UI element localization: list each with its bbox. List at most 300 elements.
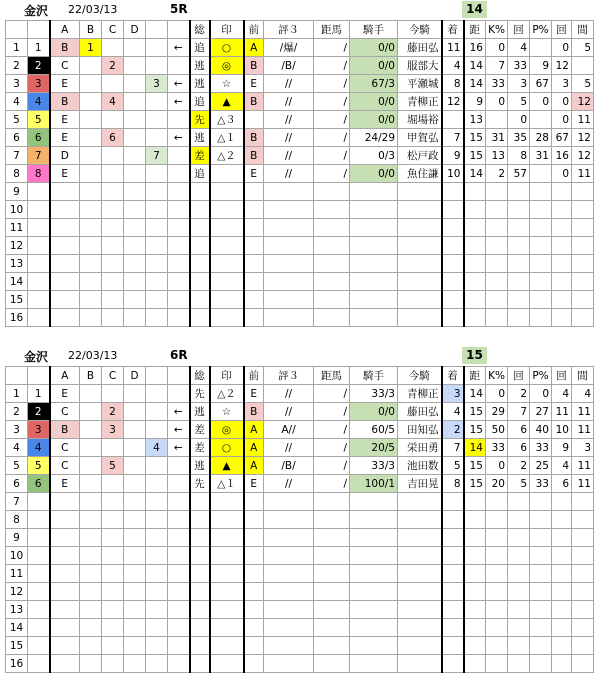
count-2-cell: 10 — [552, 421, 572, 439]
post-number: 2 — [28, 403, 50, 421]
rank-d-cell — [146, 421, 168, 439]
table-row[interactable] — [6, 475, 594, 493]
column-header: P% — [530, 21, 552, 39]
count-2-cell: 16 — [552, 147, 572, 165]
distance-horse-cell: / — [314, 403, 350, 421]
table-row[interactable] — [6, 421, 594, 439]
count-2-cell: 0 — [552, 165, 572, 183]
empty-cell — [530, 201, 552, 219]
empty-cell — [102, 655, 124, 673]
table-row[interactable] — [6, 309, 594, 327]
arrow-cell: ← — [168, 129, 190, 147]
interval-cell: 11 — [572, 111, 594, 129]
table-row[interactable] — [6, 201, 594, 219]
empty-cell — [398, 201, 442, 219]
table-row[interactable] — [6, 529, 594, 547]
empty-cell — [486, 529, 508, 547]
empty-cell — [210, 183, 244, 201]
mark-cell[interactable]: ▲ — [210, 93, 244, 111]
rank-d-spacer — [124, 75, 146, 93]
row-number: 2 — [6, 403, 28, 421]
eval-cell: /爆/ — [264, 39, 314, 57]
empty-cell — [80, 309, 102, 327]
column-header: 評３ — [264, 367, 314, 385]
row-number: 15 — [6, 291, 28, 309]
eval-cell: // — [264, 475, 314, 493]
style-cell: 差 — [190, 439, 210, 457]
rank-c-cell: 2 — [102, 403, 124, 421]
mark-cell[interactable]: ◎ — [210, 421, 244, 439]
row-number: 15 — [6, 637, 28, 655]
empty-cell — [530, 493, 552, 511]
post-number: 6 — [28, 475, 50, 493]
empty-cell — [572, 291, 594, 309]
mark-cell[interactable]: △３ — [210, 111, 244, 129]
style-cell: 逃 — [190, 129, 210, 147]
interval-cell: 12 — [572, 93, 594, 111]
empty-cell — [572, 601, 594, 619]
finish-cell: 3 — [442, 385, 464, 403]
eval-cell: // — [264, 93, 314, 111]
empty-cell — [350, 183, 398, 201]
table-row[interactable] — [6, 75, 594, 93]
empty-cell — [124, 219, 146, 237]
arrow-cell — [168, 147, 190, 165]
empty-cell — [244, 619, 264, 637]
current-jockey-cell: 松戸政 — [398, 147, 442, 165]
empty-cell — [146, 309, 168, 327]
arrow-cell: ← — [168, 75, 190, 93]
empty-cell — [168, 309, 190, 327]
empty-cell — [314, 255, 350, 273]
empty-cell — [572, 183, 594, 201]
empty-cell — [398, 255, 442, 273]
empty-cell — [572, 493, 594, 511]
p-percent-cell: 9 — [530, 57, 552, 75]
distance-horse-cell: / — [314, 475, 350, 493]
jockey-record-cell: 0/0 — [350, 111, 398, 129]
rank-c-cell — [102, 475, 124, 493]
empty-cell — [442, 547, 464, 565]
empty-cell — [28, 291, 50, 309]
arrow-cell: ← — [168, 421, 190, 439]
style-cell: 先 — [190, 111, 210, 129]
empty-cell — [244, 601, 264, 619]
table-row[interactable] — [6, 457, 594, 475]
empty-cell — [398, 565, 442, 583]
empty-cell — [146, 255, 168, 273]
empty-cell — [442, 237, 464, 255]
eval-cell: // — [264, 111, 314, 129]
jockey-record-cell: 33/3 — [350, 457, 398, 475]
empty-cell — [80, 565, 102, 583]
rank-c-cell — [102, 385, 124, 403]
venue-label: 金沢 — [24, 350, 49, 364]
current-jockey-cell: 藤田弘 — [398, 403, 442, 421]
empty-cell — [244, 583, 264, 601]
mark-cell[interactable]: ○ — [210, 439, 244, 457]
rank-a-cell: E — [50, 385, 80, 403]
empty-cell — [190, 565, 210, 583]
empty-cell — [442, 255, 464, 273]
empty-cell — [244, 201, 264, 219]
empty-cell — [508, 637, 530, 655]
row-number: 10 — [6, 547, 28, 565]
rank-d-cell — [146, 57, 168, 75]
empty-cell — [168, 619, 190, 637]
empty-cell — [146, 273, 168, 291]
column-header — [28, 21, 50, 39]
empty-cell — [50, 619, 80, 637]
empty-cell — [244, 219, 264, 237]
column-header: 間 — [572, 21, 594, 39]
finish-cell: 2 — [442, 421, 464, 439]
empty-cell — [530, 547, 552, 565]
empty-cell — [464, 255, 486, 273]
table-row[interactable] — [6, 403, 594, 421]
empty-cell — [552, 511, 572, 529]
empty-cell — [314, 309, 350, 327]
current-jockey-cell: 甲賀弘 — [398, 129, 442, 147]
table-row[interactable] — [6, 291, 594, 309]
p-percent-cell: 28 — [530, 129, 552, 147]
column-header: 騎手 — [350, 367, 398, 385]
empty-cell — [508, 619, 530, 637]
field-size-badge: 15 — [462, 347, 487, 364]
empty-cell — [486, 309, 508, 327]
count-2-cell: 9 — [552, 439, 572, 457]
mark-cell[interactable]: △１ — [210, 475, 244, 493]
empty-cell — [398, 637, 442, 655]
empty-cell — [442, 601, 464, 619]
empty-cell — [350, 601, 398, 619]
jockey-record-cell: 0/0 — [350, 165, 398, 183]
jockey-record-cell: 60/5 — [350, 421, 398, 439]
eval-cell: // — [264, 75, 314, 93]
table-row[interactable] — [6, 255, 594, 273]
jockey-record-cell: 0/3 — [350, 147, 398, 165]
distance-cell: 15 — [464, 475, 486, 493]
finish-cell: 9 — [442, 147, 464, 165]
rank-d-spacer — [124, 165, 146, 183]
empty-cell — [28, 619, 50, 637]
empty-cell — [464, 183, 486, 201]
column-header: A — [50, 367, 80, 385]
table-row[interactable] — [6, 637, 594, 655]
empty-cell — [210, 619, 244, 637]
empty-cell — [50, 183, 80, 201]
empty-cell — [264, 619, 314, 637]
style-cell: 差 — [190, 147, 210, 165]
distance-horse-cell: / — [314, 147, 350, 165]
row-number: 3 — [6, 421, 28, 439]
rank-d-spacer — [124, 385, 146, 403]
row-number: 7 — [6, 147, 28, 165]
post-number: 3 — [28, 421, 50, 439]
rank-a-cell: C — [50, 403, 80, 421]
distance-horse-cell: / — [314, 57, 350, 75]
row-number: 9 — [6, 529, 28, 547]
front-cell: E — [244, 165, 264, 183]
rank-d-cell: 3 — [146, 75, 168, 93]
table-row[interactable] — [6, 439, 594, 457]
interval-cell: 12 — [572, 129, 594, 147]
arrow-cell — [168, 457, 190, 475]
finish-cell: 4 — [442, 57, 464, 75]
empty-cell — [350, 291, 398, 309]
count-2-cell: 12 — [552, 57, 572, 75]
empty-cell — [210, 201, 244, 219]
rank-d-cell — [146, 457, 168, 475]
table-row[interactable] — [6, 619, 594, 637]
empty-cell — [314, 493, 350, 511]
rank-d-spacer — [124, 421, 146, 439]
empty-cell — [102, 619, 124, 637]
empty-cell — [442, 273, 464, 291]
empty-cell — [50, 565, 80, 583]
p-percent-cell: 67 — [530, 75, 552, 93]
empty-cell — [464, 601, 486, 619]
empty-cell — [572, 619, 594, 637]
count-2-cell: 67 — [552, 129, 572, 147]
table-row[interactable] — [6, 111, 594, 129]
empty-cell — [464, 201, 486, 219]
p-percent-cell: 25 — [530, 457, 552, 475]
style-cell: 先 — [190, 475, 210, 493]
arrow-cell — [168, 165, 190, 183]
empty-cell — [552, 619, 572, 637]
empty-cell — [146, 219, 168, 237]
empty-cell — [464, 309, 486, 327]
empty-cell — [264, 511, 314, 529]
empty-cell — [314, 291, 350, 309]
finish-cell — [442, 111, 464, 129]
empty-cell — [190, 493, 210, 511]
empty-cell — [28, 255, 50, 273]
front-cell: B — [244, 403, 264, 421]
empty-cell — [508, 309, 530, 327]
count-1-cell: 6 — [508, 439, 530, 457]
k-percent-cell: 0 — [486, 39, 508, 57]
empty-cell — [50, 201, 80, 219]
table-row[interactable] — [6, 655, 594, 673]
k-percent-cell — [486, 111, 508, 129]
empty-cell — [50, 601, 80, 619]
empty-cell — [124, 309, 146, 327]
empty-cell — [350, 273, 398, 291]
table-row[interactable] — [6, 237, 594, 255]
empty-cell — [50, 493, 80, 511]
table-row[interactable] — [6, 583, 594, 601]
mark-cell[interactable] — [210, 165, 244, 183]
empty-cell — [530, 601, 552, 619]
empty-cell — [28, 237, 50, 255]
k-percent-cell: 7 — [486, 57, 508, 75]
empty-cell — [572, 219, 594, 237]
rank-c-cell: 2 — [102, 57, 124, 75]
distance-horse-cell: / — [314, 111, 350, 129]
k-percent-cell: 50 — [486, 421, 508, 439]
empty-cell — [530, 583, 552, 601]
empty-cell — [146, 583, 168, 601]
empty-cell — [124, 619, 146, 637]
empty-cell — [486, 583, 508, 601]
empty-cell — [508, 201, 530, 219]
front-cell: B — [244, 129, 264, 147]
column-header: K% — [486, 367, 508, 385]
empty-cell — [552, 493, 572, 511]
rank-d-cell — [146, 111, 168, 129]
empty-cell — [508, 655, 530, 673]
empty-cell — [442, 493, 464, 511]
mark-cell[interactable]: ▲ — [210, 457, 244, 475]
empty-cell — [314, 583, 350, 601]
table-row[interactable] — [6, 601, 594, 619]
column-header — [6, 367, 28, 385]
rank-c-cell: 3 — [102, 421, 124, 439]
empty-cell — [210, 655, 244, 673]
empty-cell — [168, 493, 190, 511]
empty-cell — [50, 511, 80, 529]
mark-cell[interactable]: △１ — [210, 129, 244, 147]
table-header-row — [6, 21, 594, 39]
empty-cell — [314, 637, 350, 655]
empty-cell — [552, 583, 572, 601]
count-2-cell: 4 — [552, 385, 572, 403]
mark-cell[interactable]: △２ — [210, 385, 244, 403]
empty-cell — [464, 237, 486, 255]
mark-cell[interactable]: ◎ — [210, 57, 244, 75]
eval-cell: // — [264, 403, 314, 421]
empty-cell — [530, 219, 552, 237]
empty-cell — [552, 309, 572, 327]
post-number: 4 — [28, 439, 50, 457]
mark-cell[interactable]: △２ — [210, 147, 244, 165]
empty-cell — [80, 219, 102, 237]
empty-cell — [486, 565, 508, 583]
empty-cell — [398, 655, 442, 673]
post-number: 7 — [28, 147, 50, 165]
mark-cell[interactable]: ○ — [210, 39, 244, 57]
mark-cell[interactable]: ☆ — [210, 403, 244, 421]
column-header: D — [124, 21, 146, 39]
empty-cell — [146, 565, 168, 583]
empty-cell — [314, 183, 350, 201]
table-row[interactable] — [6, 547, 594, 565]
empty-cell — [190, 219, 210, 237]
rank-b-cell — [80, 75, 102, 93]
table-row[interactable] — [6, 273, 594, 291]
empty-cell — [146, 291, 168, 309]
table-row[interactable] — [6, 183, 594, 201]
current-jockey-cell: 堀場裕 — [398, 111, 442, 129]
rank-b-cell — [80, 457, 102, 475]
finish-cell: 12 — [442, 93, 464, 111]
rank-a-cell: E — [50, 475, 80, 493]
empty-cell — [350, 219, 398, 237]
rank-d-spacer — [124, 457, 146, 475]
row-number: 5 — [6, 111, 28, 129]
table-row[interactable] — [6, 57, 594, 75]
distance-cell: 14 — [464, 439, 486, 457]
distance-cell: 14 — [464, 385, 486, 403]
empty-cell — [552, 601, 572, 619]
rank-a-cell: B — [50, 39, 80, 57]
empty-cell — [264, 529, 314, 547]
empty-cell — [80, 655, 102, 673]
distance-horse-cell: / — [314, 75, 350, 93]
rank-b-cell — [80, 93, 102, 111]
empty-cell — [530, 237, 552, 255]
empty-cell — [190, 183, 210, 201]
empty-cell — [464, 619, 486, 637]
empty-cell — [50, 655, 80, 673]
row-number: 16 — [6, 655, 28, 673]
table-row[interactable] — [6, 385, 594, 403]
empty-cell — [572, 237, 594, 255]
empty-cell — [124, 583, 146, 601]
jockey-record-cell: 0/0 — [350, 403, 398, 421]
distance-cell: 15 — [464, 421, 486, 439]
empty-cell — [124, 601, 146, 619]
table-row[interactable] — [6, 565, 594, 583]
mark-cell[interactable]: ☆ — [210, 75, 244, 93]
table-row[interactable] — [6, 219, 594, 237]
empty-cell — [508, 529, 530, 547]
row-number: 6 — [6, 129, 28, 147]
rank-c-cell — [102, 75, 124, 93]
table-row[interactable] — [6, 493, 594, 511]
table-row[interactable] — [6, 39, 594, 57]
table-row[interactable] — [6, 147, 594, 165]
table-row[interactable] — [6, 511, 594, 529]
empty-cell — [146, 237, 168, 255]
empty-cell — [508, 511, 530, 529]
empty-cell — [210, 291, 244, 309]
empty-cell — [464, 219, 486, 237]
row-number: 4 — [6, 439, 28, 457]
empty-cell — [244, 255, 264, 273]
empty-cell — [486, 291, 508, 309]
table-row[interactable] — [6, 129, 594, 147]
empty-cell — [190, 583, 210, 601]
empty-cell — [486, 655, 508, 673]
row-number: 5 — [6, 457, 28, 475]
empty-cell — [28, 201, 50, 219]
table-row[interactable] — [6, 93, 594, 111]
empty-cell — [572, 255, 594, 273]
empty-cell — [210, 255, 244, 273]
empty-cell — [572, 273, 594, 291]
table-row[interactable] — [6, 165, 594, 183]
column-header — [6, 21, 28, 39]
rank-a-cell: E — [50, 111, 80, 129]
p-percent-cell: 33 — [530, 439, 552, 457]
arrow-cell: ← — [168, 439, 190, 457]
empty-cell — [398, 219, 442, 237]
rank-d-cell: 7 — [146, 147, 168, 165]
empty-cell — [50, 529, 80, 547]
finish-cell: 8 — [442, 75, 464, 93]
empty-cell — [486, 273, 508, 291]
column-header: 騎手 — [350, 21, 398, 39]
empty-cell — [50, 583, 80, 601]
empty-cell — [244, 547, 264, 565]
rank-b-cell — [80, 129, 102, 147]
empty-cell — [486, 237, 508, 255]
current-jockey-cell: 平瀬城 — [398, 75, 442, 93]
empty-cell — [168, 583, 190, 601]
